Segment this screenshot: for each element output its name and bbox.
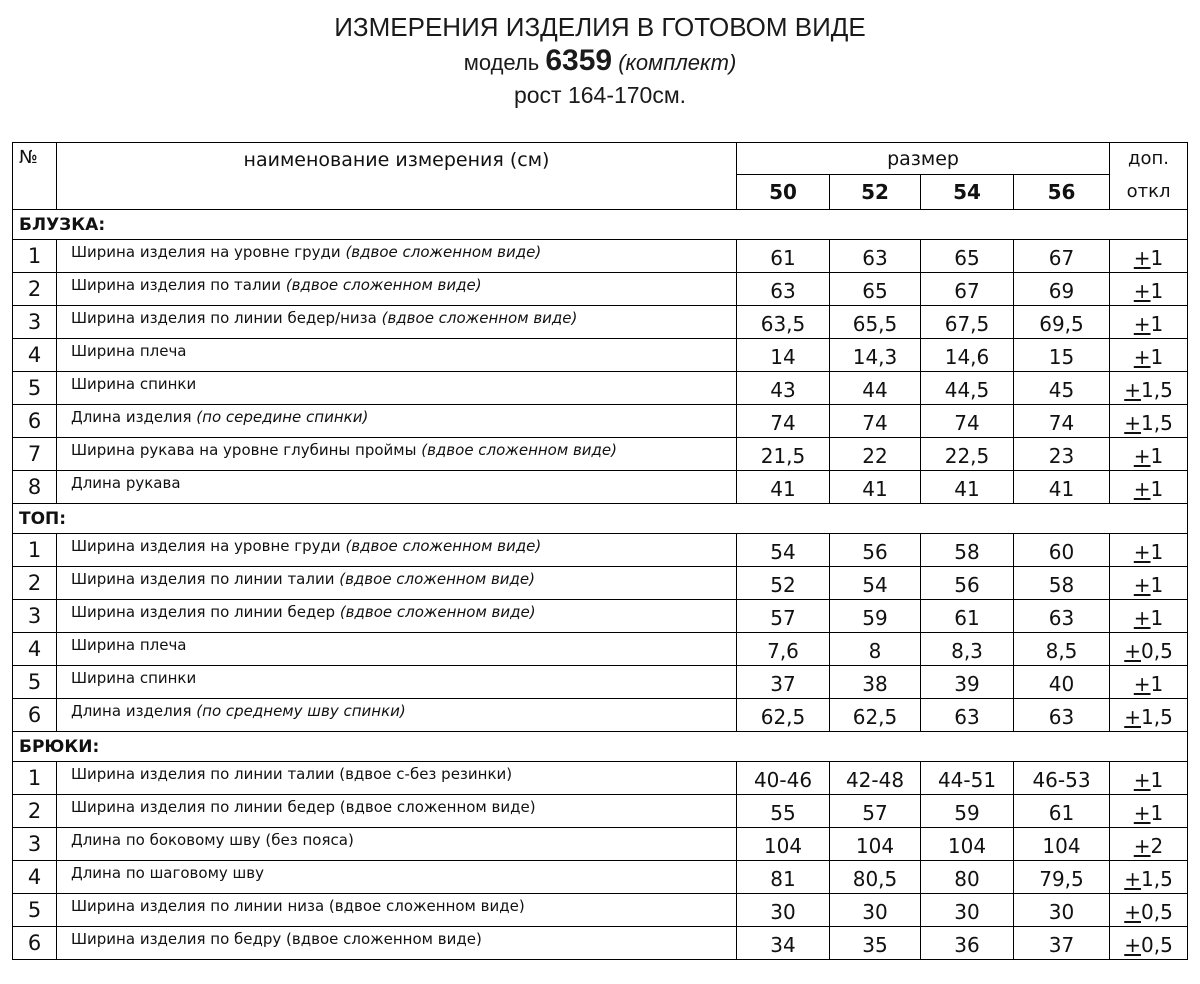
size-value: 14,3 (830, 339, 921, 372)
tolerance-value (1110, 927, 1188, 960)
size-value: 15 (1014, 339, 1110, 372)
measurement-name (57, 306, 737, 339)
section-title: ТОП: (13, 504, 1188, 534)
size-value: 37 (1014, 927, 1110, 960)
size-value: 40 (1014, 666, 1110, 699)
table-row (13, 534, 1188, 567)
section-row (13, 210, 1188, 240)
size-value: 67 (921, 273, 1014, 306)
measurement-label: Ширина изделия по линии талии (вдвое с-без резинки) (71, 765, 513, 783)
measurement-name (57, 438, 737, 471)
tolerance-sign: + (1133, 444, 1151, 468)
measurement-label: Ширина рукава на уровне глубины проймы (71, 441, 417, 459)
size-value: 44 (830, 372, 921, 405)
size-value: 42-48 (830, 762, 921, 795)
size-value: 58 (1014, 567, 1110, 600)
measurement-label: Длина рукава (71, 474, 181, 492)
measurement-note: (вдвое сложенном виде) (285, 276, 482, 294)
row-number: 6 (13, 927, 57, 960)
table-row (13, 273, 1188, 306)
size-value: 46-53 (1014, 762, 1110, 795)
measurement-label: Длина изделия (71, 702, 192, 720)
table-row (13, 471, 1188, 504)
tolerance-sign: + (1133, 801, 1151, 825)
tolerance-value (1110, 699, 1188, 732)
measurement-label: Ширина изделия по талии (71, 276, 282, 294)
size-value: 63 (1014, 699, 1110, 732)
table-row (13, 861, 1188, 894)
section-title: БЛУЗКА: (13, 210, 1188, 240)
tolerance-value (1110, 567, 1188, 600)
measurement-name (57, 666, 737, 699)
size-value: 80,5 (830, 861, 921, 894)
tolerance-value (1110, 666, 1188, 699)
measurement-label: Длина изделия (71, 408, 192, 426)
col-header-size: размер (737, 143, 1110, 175)
tolerance-amount: 0,5 (1140, 933, 1173, 957)
tolerance-value (1110, 438, 1188, 471)
size-value: 43 (737, 372, 830, 405)
row-number: 4 (13, 339, 57, 372)
tolerance-sign: + (1133, 540, 1151, 564)
size-value: 30 (1014, 894, 1110, 927)
tolerance-sign: + (1124, 933, 1141, 957)
col-header-name: наименование измерения (см) (57, 143, 737, 210)
model-number: 6359 (545, 44, 613, 77)
measurement-name (57, 372, 737, 405)
tolerance-amount: 1 (1150, 606, 1164, 630)
row-number: 1 (13, 240, 57, 273)
size-value: 104 (737, 828, 830, 861)
table-row (13, 762, 1188, 795)
size-value: 74 (737, 405, 830, 438)
table-row (13, 438, 1188, 471)
table-row (13, 405, 1188, 438)
measurement-note: (вдвое сложенном виде) (421, 441, 617, 459)
table-row (13, 372, 1188, 405)
measurement-name (57, 339, 737, 372)
tolerance-amount: 1 (1150, 801, 1164, 825)
row-number: 3 (13, 600, 57, 633)
tolerance-sign: + (1133, 279, 1151, 303)
table-row (13, 666, 1188, 699)
size-value: 41 (1014, 471, 1110, 504)
tolerance-sign: + (1124, 378, 1141, 402)
tolerance-value (1110, 372, 1188, 405)
size-value: 40-46 (737, 762, 830, 795)
size-header: 50 (737, 175, 830, 210)
row-number: 8 (13, 471, 57, 504)
size-value: 65 (921, 240, 1014, 273)
size-header: 54 (921, 175, 1014, 210)
size-value: 65 (830, 273, 921, 306)
tolerance-value (1110, 828, 1188, 861)
size-value: 61 (921, 600, 1014, 633)
table-row (13, 306, 1188, 339)
size-value: 45 (1014, 372, 1110, 405)
size-value: 59 (921, 795, 1014, 828)
row-number: 3 (13, 828, 57, 861)
measurement-label: Ширина изделия на уровне груди (71, 243, 341, 261)
tolerance-sign: + (1124, 705, 1141, 729)
model-prefix: модель (463, 50, 546, 75)
size-value: 23 (1014, 438, 1110, 471)
measurement-label: Ширина изделия по линии бедер (вдвое сложенном виде) (71, 798, 536, 816)
measurement-label: Длина по боковому шву (без пояса) (71, 831, 354, 849)
size-header: 52 (830, 175, 921, 210)
document-title: ИЗМЕРЕНИЯ ИЗДЕЛИЯ В ГОТОВОМ ВИДЕ (334, 12, 866, 42)
size-value: 67 (1014, 240, 1110, 273)
table-row (13, 894, 1188, 927)
measurement-name (57, 894, 737, 927)
tolerance-sign: + (1133, 768, 1151, 792)
tolerance-sign: + (1133, 834, 1151, 858)
row-number: 5 (13, 372, 57, 405)
measurement-name (57, 240, 737, 273)
tolerance-amount: 1,5 (1140, 867, 1173, 891)
tolerance-amount: 1 (1150, 540, 1164, 564)
table-row (13, 600, 1188, 633)
tolerance-sign: + (1124, 639, 1141, 663)
row-number: 5 (13, 894, 57, 927)
size-value: 104 (921, 828, 1014, 861)
tolerance-value (1110, 861, 1188, 894)
table-row (13, 567, 1188, 600)
row-number: 4 (13, 633, 57, 666)
size-value: 56 (921, 567, 1014, 600)
size-value: 41 (737, 471, 830, 504)
tolerance-amount: 1 (1150, 312, 1164, 336)
tolerance-value (1110, 339, 1188, 372)
size-value: 57 (737, 600, 830, 633)
tolerance-sign: + (1133, 573, 1151, 597)
size-value: 30 (830, 894, 921, 927)
tolerance-amount: 1 (1150, 246, 1164, 270)
size-value: 63 (921, 699, 1014, 732)
size-value: 38 (830, 666, 921, 699)
size-value: 8,5 (1014, 633, 1110, 666)
size-value: 62,5 (830, 699, 921, 732)
tolerance-value (1110, 762, 1188, 795)
model-line (0, 44, 1200, 78)
measurement-label: Ширина изделия по бедру (вдвое сложенном виде) (71, 930, 482, 948)
row-number: 7 (13, 438, 57, 471)
col-header-number: № (13, 143, 57, 210)
measurement-label: Ширина изделия по линии талии (71, 570, 335, 588)
size-value: 37 (737, 666, 830, 699)
size-value: 41 (830, 471, 921, 504)
col-header-tolerance-2: откл (1110, 175, 1188, 210)
size-value: 30 (921, 894, 1014, 927)
size-value: 59 (830, 600, 921, 633)
row-number: 1 (13, 534, 57, 567)
row-number: 5 (13, 666, 57, 699)
size-value: 8,3 (921, 633, 1014, 666)
table-row (13, 240, 1188, 273)
size-value: 54 (737, 534, 830, 567)
table-row (13, 927, 1188, 960)
size-value: 60 (1014, 534, 1110, 567)
height-line: рост 164-170см. (513, 82, 687, 108)
tolerance-amount: 1 (1150, 768, 1164, 792)
size-value: 63 (737, 273, 830, 306)
size-value: 44-51 (921, 762, 1014, 795)
measurement-name (57, 795, 737, 828)
tolerance-sign: + (1133, 345, 1151, 369)
tolerance-amount: 1 (1150, 345, 1164, 369)
tolerance-amount: 1,5 (1140, 411, 1173, 435)
size-value: 61 (1014, 795, 1110, 828)
tolerance-sign: + (1133, 606, 1151, 630)
row-number: 2 (13, 567, 57, 600)
size-value: 34 (737, 927, 830, 960)
size-value: 79,5 (1014, 861, 1110, 894)
size-header: 56 (1014, 175, 1110, 210)
size-value: 55 (737, 795, 830, 828)
measurement-name (57, 861, 737, 894)
table-row (13, 795, 1188, 828)
size-value: 54 (830, 567, 921, 600)
measurement-name (57, 600, 737, 633)
row-number: 2 (13, 795, 57, 828)
tolerance-sign: + (1133, 477, 1151, 501)
measurement-name (57, 534, 737, 567)
size-value: 69 (1014, 273, 1110, 306)
size-value: 74 (1014, 405, 1110, 438)
tolerance-value (1110, 795, 1188, 828)
tolerance-sign: + (1124, 900, 1141, 924)
size-value: 30 (737, 894, 830, 927)
measurement-name (57, 405, 737, 438)
tolerance-amount: 1 (1150, 444, 1164, 468)
tolerance-value (1110, 405, 1188, 438)
row-number: 3 (13, 306, 57, 339)
measurement-name (57, 762, 737, 795)
measurement-note: (по среднему шву спинки) (196, 702, 406, 720)
row-number: 6 (13, 405, 57, 438)
size-value: 104 (1014, 828, 1110, 861)
size-value: 44,5 (921, 372, 1014, 405)
size-value: 74 (921, 405, 1014, 438)
size-value: 14 (737, 339, 830, 372)
size-value: 39 (921, 666, 1014, 699)
size-value: 65,5 (830, 306, 921, 339)
col-header-tolerance-1: доп. (1110, 143, 1188, 175)
tolerance-amount: 1,5 (1140, 378, 1173, 402)
measurement-label: Ширина изделия по линии бедер (71, 603, 336, 621)
measurement-name (57, 828, 737, 861)
tolerance-value (1110, 471, 1188, 504)
size-value: 61 (737, 240, 830, 273)
size-value: 67,5 (921, 306, 1014, 339)
measurement-label: Ширина изделия по линии низа (вдвое сложенном виде) (71, 897, 525, 915)
size-value: 7,6 (737, 633, 830, 666)
tolerance-value (1110, 633, 1188, 666)
measurement-name (57, 567, 737, 600)
section-title: БРЮКИ: (13, 732, 1188, 762)
measurement-label: Ширина плеча (71, 636, 187, 654)
tolerance-amount: 1 (1150, 672, 1164, 696)
size-value: 22 (830, 438, 921, 471)
size-value: 63 (830, 240, 921, 273)
tolerance-amount: 1,5 (1140, 705, 1173, 729)
measurement-note: (вдвое сложенном виде) (339, 570, 535, 588)
measurement-name (57, 699, 737, 732)
tolerance-sign: + (1124, 867, 1141, 891)
table-row (13, 339, 1188, 372)
table-row (13, 699, 1188, 732)
size-value: 80 (921, 861, 1014, 894)
measurement-note: (вдвое сложенном виде) (339, 603, 536, 621)
row-number: 2 (13, 273, 57, 306)
tolerance-value (1110, 240, 1188, 273)
size-value: 63 (1014, 600, 1110, 633)
size-value: 63,5 (737, 306, 830, 339)
row-number: 1 (13, 762, 57, 795)
tolerance-value (1110, 306, 1188, 339)
measurement-note: (по середине спинки) (196, 408, 369, 426)
tolerance-sign: + (1124, 411, 1141, 435)
measurement-label: Ширина спинки (71, 669, 197, 687)
size-value: 58 (921, 534, 1014, 567)
tolerance-amount: 1 (1150, 279, 1164, 303)
measurement-label: Ширина плеча (71, 342, 187, 360)
tolerance-value (1110, 273, 1188, 306)
table-row (13, 633, 1188, 666)
size-value: 74 (830, 405, 921, 438)
measurement-label: Ширина изделия на уровне груди (71, 537, 341, 555)
measurement-note: (вдвое сложенном виде) (381, 309, 578, 327)
size-value: 36 (921, 927, 1014, 960)
size-value: 41 (921, 471, 1014, 504)
row-number: 4 (13, 861, 57, 894)
size-value: 69,5 (1014, 306, 1110, 339)
tolerance-value (1110, 894, 1188, 927)
measurement-note: (вдвое сложенном виде) (345, 243, 542, 261)
size-value: 104 (830, 828, 921, 861)
tolerance-amount: 0,5 (1140, 900, 1173, 924)
section-row (13, 732, 1188, 762)
row-number: 6 (13, 699, 57, 732)
measurement-name (57, 471, 737, 504)
model-suffix: (комплект) (618, 50, 737, 75)
measurements-table (12, 142, 1188, 960)
size-value: 21,5 (737, 438, 830, 471)
tolerance-value (1110, 600, 1188, 633)
measurement-label: Ширина спинки (71, 375, 197, 393)
size-value: 62,5 (737, 699, 830, 732)
measurement-label: Длина по шаговому шву (71, 864, 264, 882)
table-row (13, 828, 1188, 861)
size-value: 14,6 (921, 339, 1014, 372)
size-value: 8 (830, 633, 921, 666)
size-value: 52 (737, 567, 830, 600)
tolerance-amount: 0,5 (1140, 639, 1173, 663)
size-value: 56 (830, 534, 921, 567)
measurement-label: Ширина изделия по линии бедер/низа (71, 309, 377, 327)
size-value: 35 (830, 927, 921, 960)
tolerance-value (1110, 534, 1188, 567)
tolerance-amount: 1 (1150, 573, 1164, 597)
tolerance-sign: + (1133, 246, 1151, 270)
measurement-note: (вдвое сложенном виде) (345, 537, 542, 555)
size-value: 81 (737, 861, 830, 894)
measurement-name (57, 927, 737, 960)
tolerance-sign: + (1133, 312, 1151, 336)
measurement-name (57, 273, 737, 306)
section-row (13, 504, 1188, 534)
tolerance-amount: 1 (1150, 477, 1164, 501)
tolerance-sign: + (1133, 672, 1151, 696)
size-value: 22,5 (921, 438, 1014, 471)
size-value: 57 (830, 795, 921, 828)
tolerance-amount: 2 (1150, 834, 1164, 858)
table-header-row (13, 143, 1188, 175)
measurement-name (57, 633, 737, 666)
